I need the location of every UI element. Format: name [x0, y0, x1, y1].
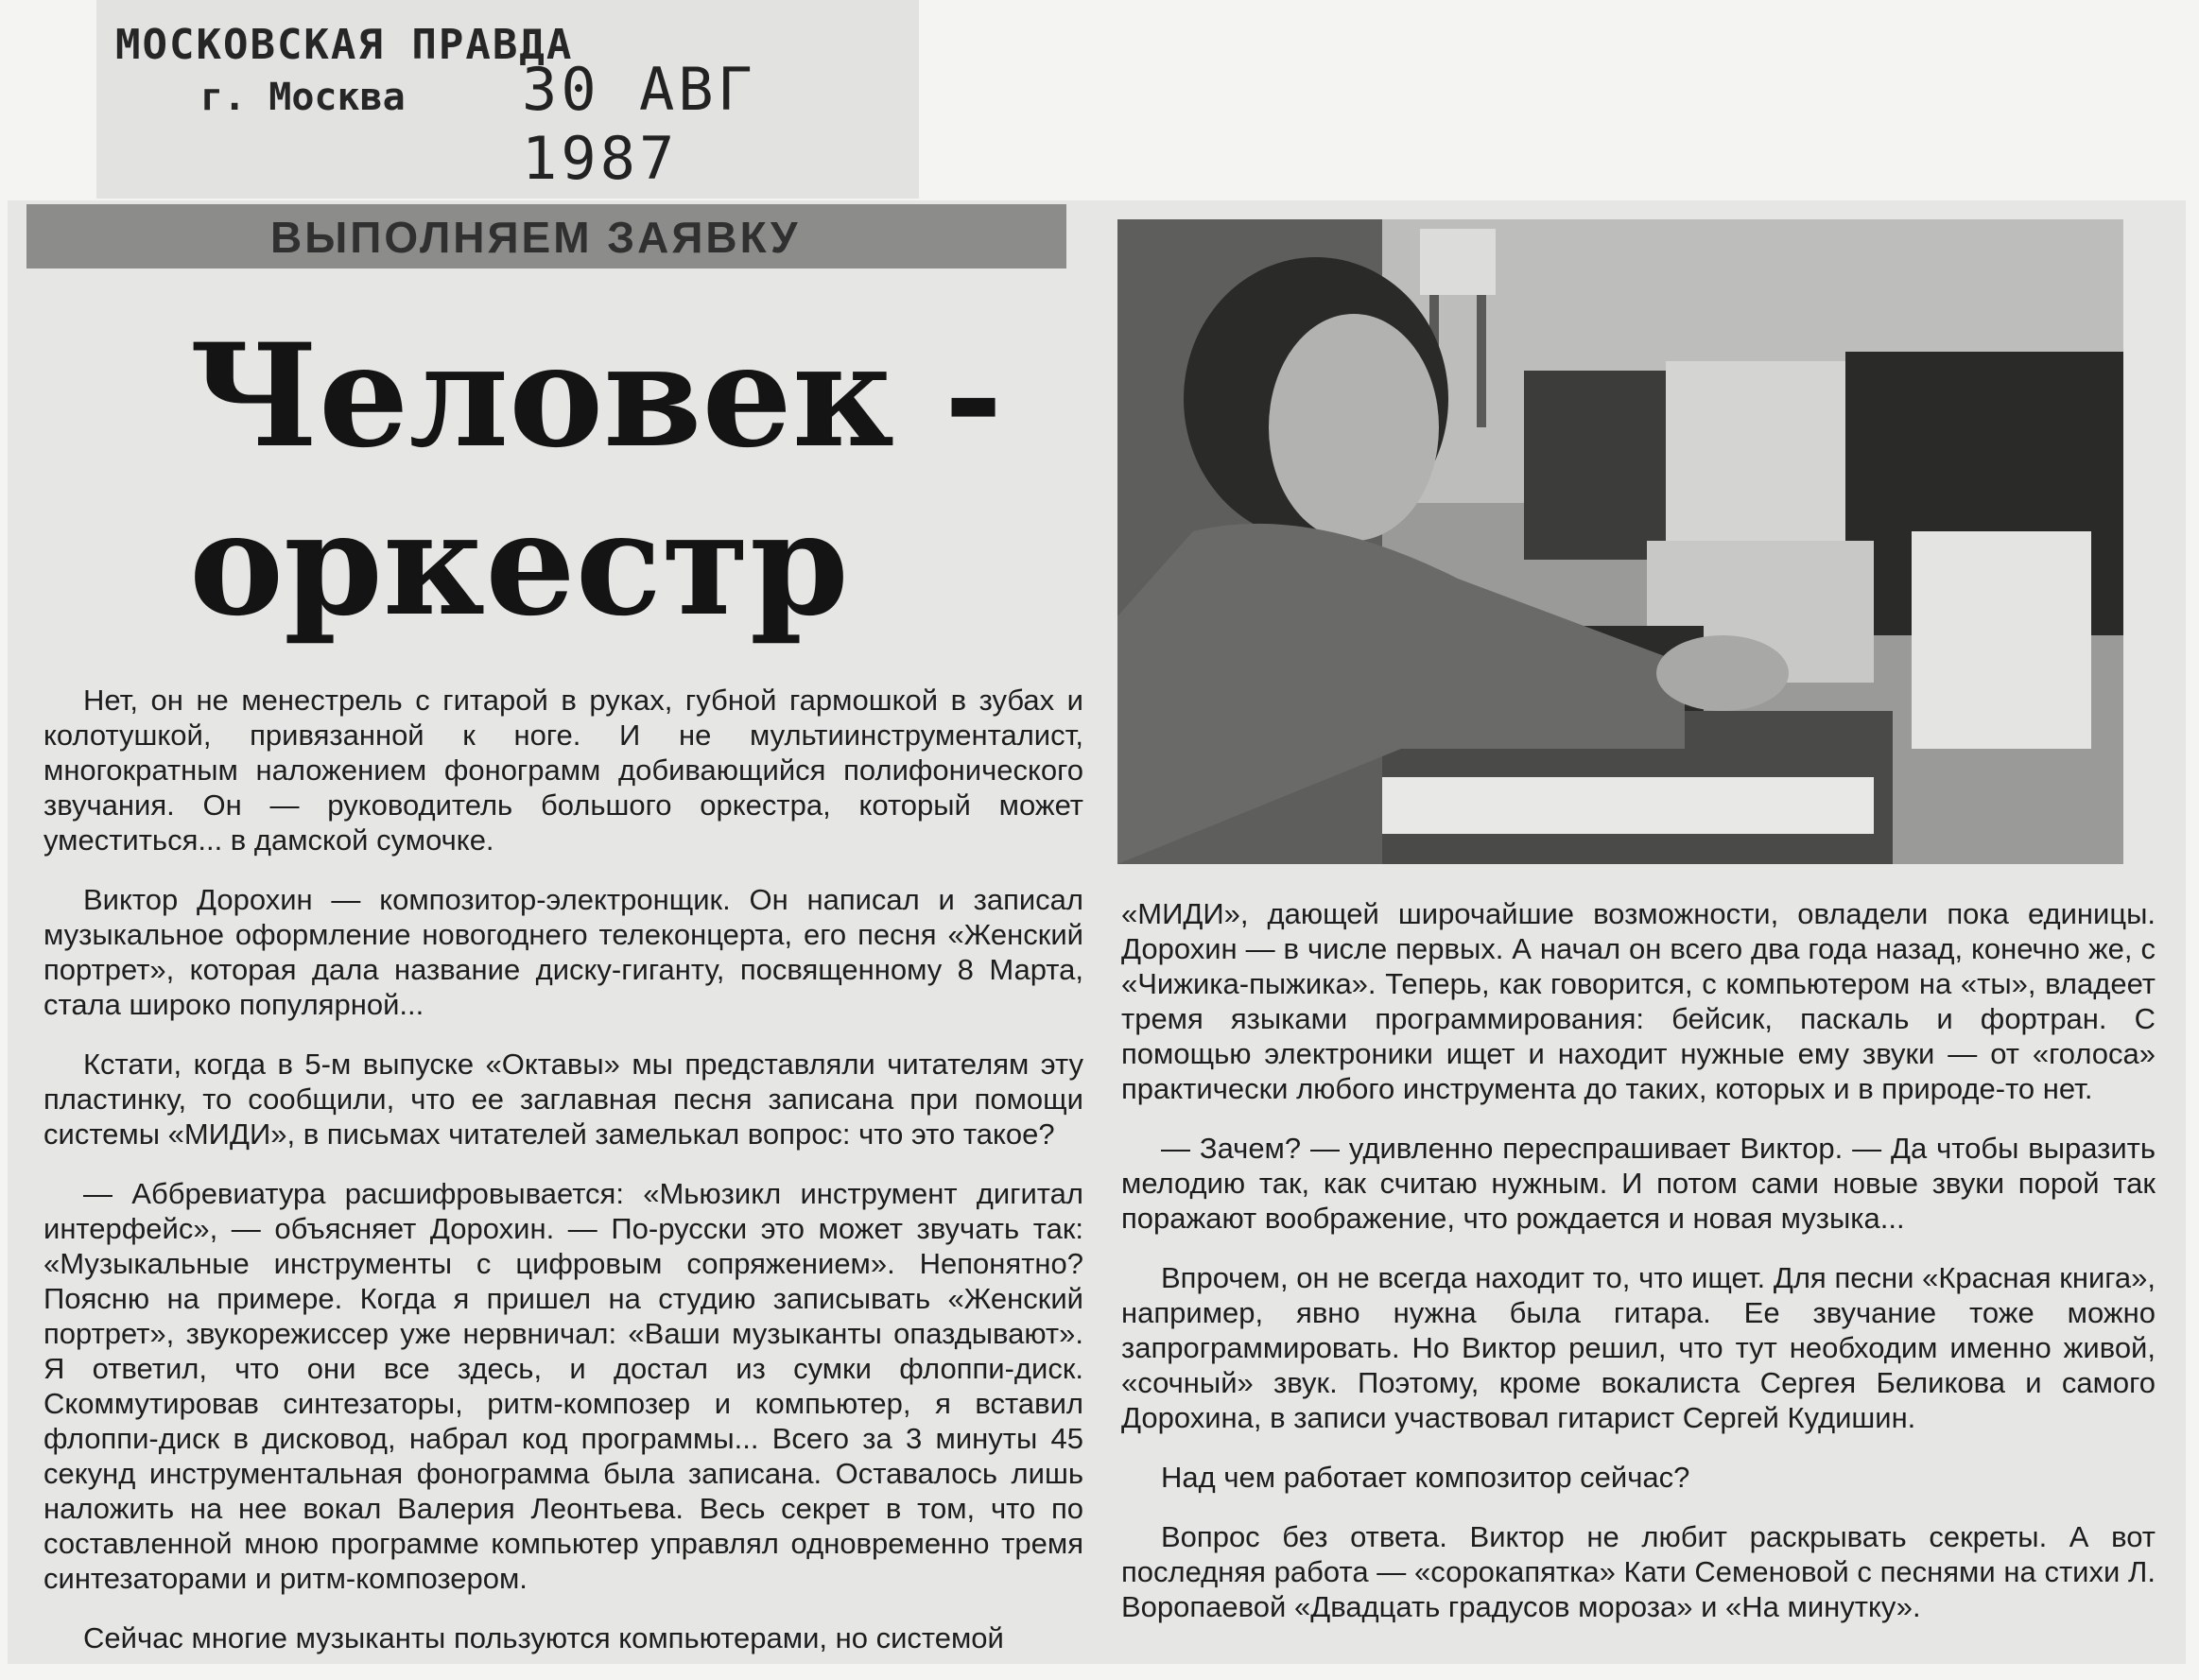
paragraph: — Зачем? — удивленно переспрашивает Виктор. — Да чтобы выразить мелодию так, как считаю нужным. И потом сами новые звуки порой так поражают воображение, что рождается и новая музыка...	[1121, 1132, 2156, 1235]
rubric-banner	[26, 204, 1066, 268]
stamp-city: г. Москва	[200, 76, 406, 119]
stamp-newspaper-name: МОСКОВСКАЯ ПРАВДА	[115, 21, 574, 69]
paragraph: — Аббревиатура расшифровывается: «Мьюзикл инструмент дигитал интерфейс», — объясняет Дорохин. — По-русски это может звучать так: «Музыкальные инструменты с цифровым сопряжением». Непонятно? Поясню на примере. Когда я пришел на студию записывать «Женский портрет», звукорежиссер уже нервничал: «Ваши музыканты опаздывают». Я ответил, что они все здесь, и достал из сумки флоппи-диск. Скоммутировав синтезаторы, ритм-композер и компьютер, я вставил флоппи-диск в дисковод, набрал код программы... Всего за 3 минуты 45 секунд инструментальная фонограмма была записана. Оставалось лишь наложить на нее вокал Валерия Леонтьева. Весь секрет в том, что по составленной мною программе компьютер управлял одновременно тремя синтезаторами и ритм-композером.	[43, 1177, 1083, 1595]
photo-composer-at-synthesizer	[1117, 219, 2123, 864]
paragraph: «МИДИ», дающей широчайшие возможности, овладели пока единицы. Дорохин — в числе первых. А начал он всего два года назад, конечно же, с «Чижика-пыжика». Теперь, как говорится, с компьютером на «ты», владеет тремя языками программирования: бейсик, паскаль и фортран. С помощью электроники ищет и находит нужные ему звуки — от «голоса» практически любого инструмента до таких, которых и в природе-то нет.	[1121, 897, 2156, 1105]
article-headline	[189, 312, 1003, 649]
headline-line-2: оркестр	[189, 481, 849, 648]
paragraph: Над чем работает композитор сейчас?	[1161, 1461, 1690, 1494]
paragraph: Сейчас многие музыканты пользуются компьютерами, но системой	[83, 1621, 1004, 1654]
paragraph: Кстати, когда в 5-м выпуске «Октавы» мы представляли читателям эту пластинку, то сообщили, что ее заглавная песня записана при помощи системы «МИДИ», в письмах читателей замелькал вопрос: что это такое?	[43, 1048, 1083, 1151]
stamp-date: 30 АВГ 1987	[522, 55, 756, 193]
article-column-2	[1121, 896, 2156, 1649]
paragraph: Вопрос без ответа. Виктор не любит раскрывать секреты. А вот последняя работа — «сорокапятка» Кати Семеновой с песнями на стихи Л. Воропаевой «Двадцать градусов мороза» и «На минутку».	[1121, 1520, 2156, 1623]
archive-stamp	[96, 0, 919, 199]
article-column-1	[43, 683, 1083, 1680]
paragraph: Впрочем, он не всегда находит то, что ищет. Для песни «Красная книга», например, явно нужна была гитара. Ее звучание тоже можно запрограммировать. Но Виктор решил, что тут необходим именно живой, «сочный» звук. Поэтому, кроме вокалиста Сергея Беликова и самого Дорохина, в записи участвовал гитарист Сергей Кудишин.	[1121, 1261, 2156, 1434]
paragraph: Нет, он не менестрель с гитарой в руках, губной гармошкой в зубах и колотушкой, привязанной к ноге. И не мультиинструменталист, многократным наложением фонограмм добивающийся полифонического звучания. Он — руководитель большого оркестра, который может уместиться... в дамской сумочке.	[43, 684, 1083, 857]
rubric-label: ВЫПОЛНЯЕМ ЗАЯВКУ	[270, 213, 801, 262]
headline-line-1: Человек -	[189, 313, 1003, 479]
paragraph: Виктор Дорохин — композитор-электронщик. Он написал и записал музыкальное оформление новогоднего телеконцерта, его песня «Женский портрет», которая дала название диску-гиганту, посвященному 8 Марта, стала широко популярной...	[43, 883, 1083, 1021]
